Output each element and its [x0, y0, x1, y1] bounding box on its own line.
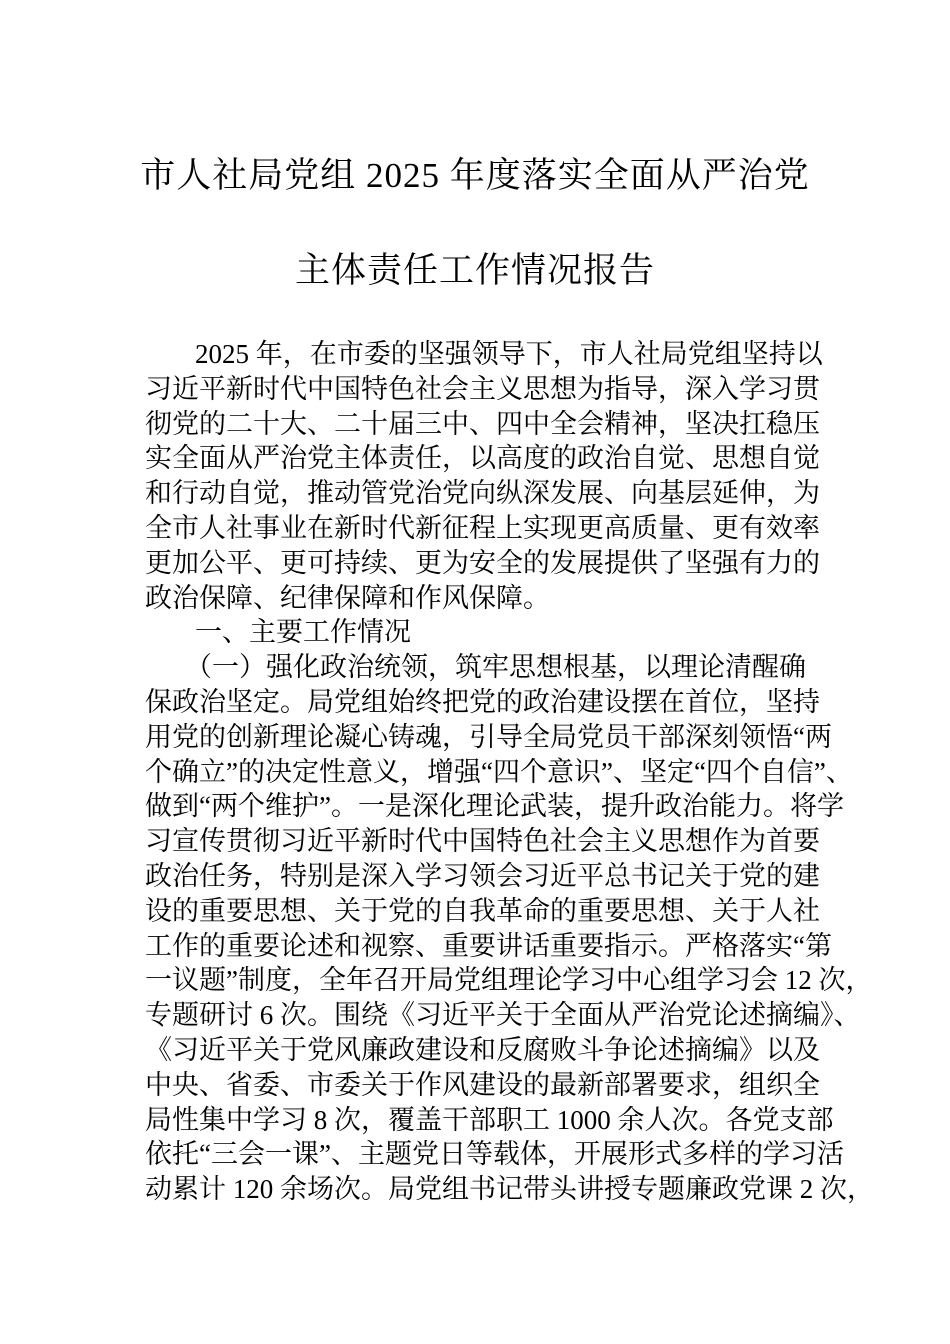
paragraph-line: 设的重要思想、关于党的自我革命的重要思想、关于人社	[145, 895, 820, 926]
document-title-line-1: 市人社局党组 2025 年度落实全面从严治党	[140, 156, 810, 195]
paragraph-line: 工作的重要论述和视察、重要讲话重要指示。严格落实“第	[145, 930, 832, 961]
paragraph-line: 保政治坚定。局党组始终把党的政治建设摆在首位，坚持	[145, 686, 820, 717]
paragraph-line: 一议题”制度，全年召开局党组理论学习中心组学习会 12 次，	[145, 965, 873, 996]
paragraph-line: 全市人社事业在新时代新征程上实现更高质量、更有效率	[145, 512, 820, 543]
paragraph-line: 2025 年，在市委的坚强领导下，市人社局党组坚持以	[195, 339, 823, 369]
document-title-line-2: 主体责任工作情况报告	[294, 251, 655, 290]
paragraph-line: 专题研讨 6 次。围绕《习近平关于全面从严治党论述摘编》、	[145, 1000, 861, 1031]
paragraph-line: 中央、省委、市委关于作风建设的最新部署要求，组织全	[145, 1069, 820, 1100]
paragraph-line: 和行动自觉，推动管党治党向纵深发展、向基层延伸，为	[145, 478, 820, 509]
paragraph-line: 用党的创新理论凝心铸魂，引导全局党员干部深刻领悟“两	[145, 721, 832, 752]
paragraph-line: 个确立”的决定性意义，增强“四个意识”、坚定“四个自信”、	[145, 756, 853, 787]
paragraph-line: 政治保障、纪律保障和作风保障。	[145, 582, 550, 613]
section-heading: 一、主要工作情况	[195, 617, 411, 648]
paragraph-line: 更加公平、更可持续、更为安全的发展提供了坚强有力的	[145, 547, 820, 578]
paragraph-line: （一）强化政治统领，筑牢思想根基，以理论清醒确	[185, 652, 806, 683]
paragraph-line: 政治任务，特别是深入学习领会习近平总书记关于党的建	[145, 860, 820, 891]
paragraph-line: 动累计 120 余场次。局党组书记带头讲授专题廉政党课 2 次，	[145, 1174, 874, 1205]
paragraph-line: 局性集中学习 8 次，覆盖干部职工 1000 余人次。各党支部	[145, 1104, 834, 1135]
paragraph-line: 依托“三会一课”、主题党日等载体，开展形式多样的学习活	[145, 1139, 844, 1170]
document-body	[145, 337, 874, 1207]
paragraph-line: 《习近平关于党风廉政建设和反腐败斗争论述摘编》以及	[145, 1034, 820, 1065]
paragraph-line: 习近平新时代中国特色社会主义思想为指导，深入学习贯	[145, 373, 820, 404]
paragraph-line: 习宣传贯彻习近平新时代中国特色社会主义思想作为首要	[145, 826, 820, 857]
paragraph-line: 实全面从严治党主体责任，以高度的政治自觉、思想自觉	[145, 443, 820, 474]
paragraph-line: 彻党的二十大、二十届三中、四中全会精神，坚决扛稳压	[145, 408, 820, 439]
paragraph-line: 做到“两个维护”。一是深化理论武装，提升政治能力。将学	[145, 791, 844, 822]
